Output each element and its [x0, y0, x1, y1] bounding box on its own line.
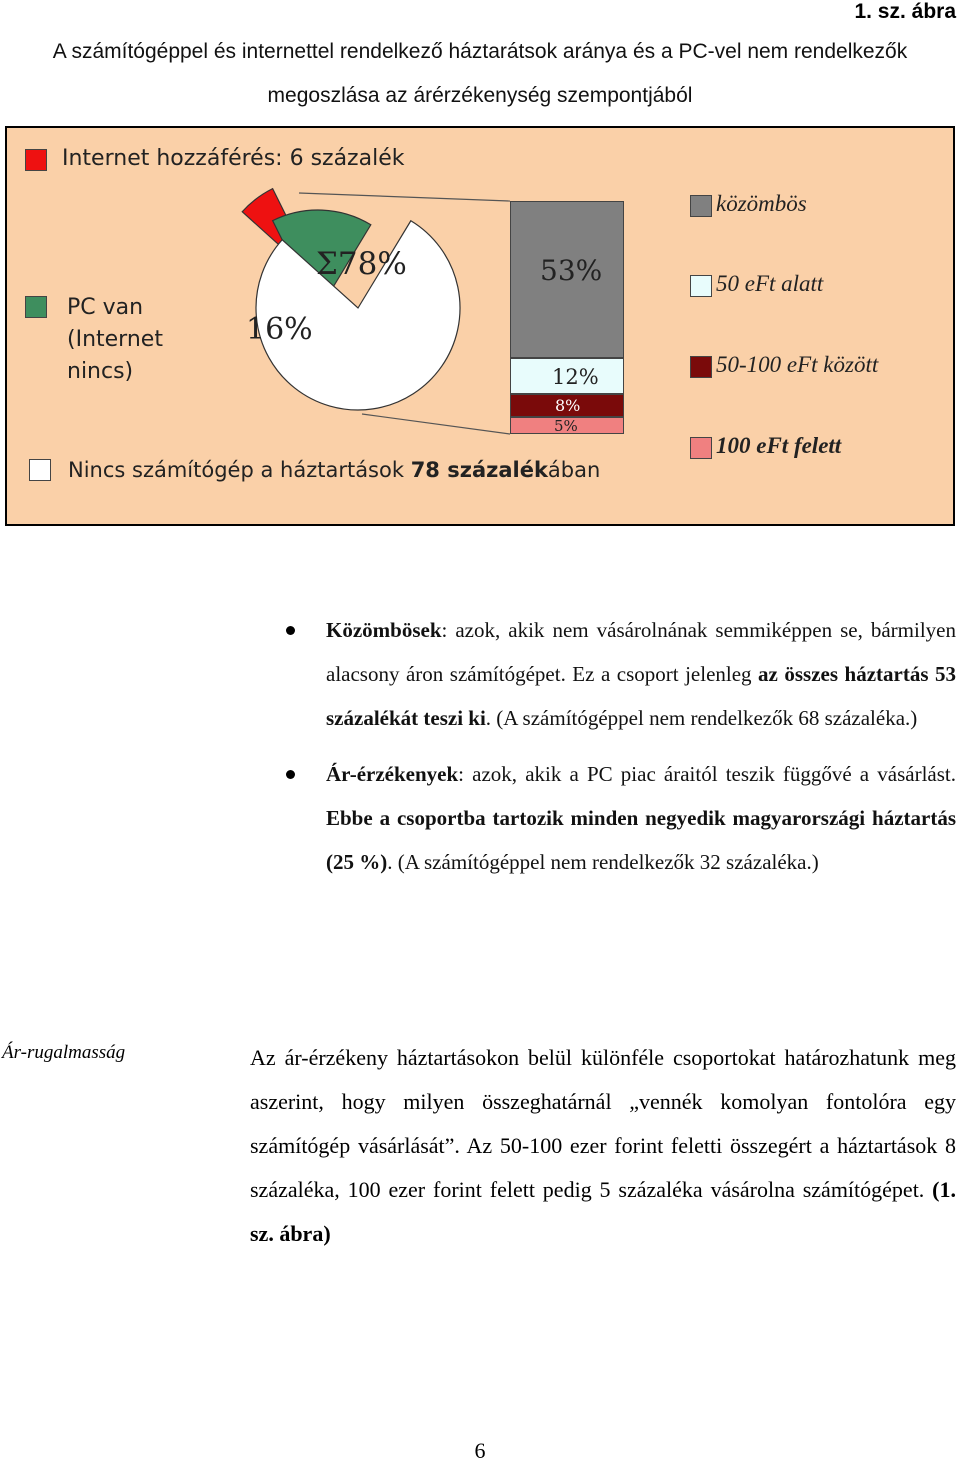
legend-swatch-indifferent — [690, 195, 712, 217]
bullet-item-indifferent: Közömbösek: azok, akik nem vásárolnának semmiképpen se, bármilyen alacsony áron számítógépet. Ez a csoport jelenleg az összes háztartás 53 százalékát teszi ki. (A számítógéppel nem rendelkezők 68 százaléka.) — [286, 608, 956, 740]
legend-label-50-100: 50-100 eFt között — [716, 352, 879, 377]
legend-swatch-under-50 — [690, 275, 712, 297]
legend-label-internet: Internet hozzáférés: 6 százalék — [62, 146, 405, 171]
bar-label-over-100: 5% — [554, 417, 578, 435]
bullet-dot — [286, 770, 295, 779]
figure-title-line1: A számítógéppel és internettel rendelkező háztarátsok aránya és a PC-vel nem rendelkezők — [52, 40, 908, 63]
pie-label-pc-no-internet: 16% — [246, 312, 313, 347]
figure-label: 1. sz. ábra — [854, 0, 956, 23]
legend-swatch-50-100 — [690, 356, 712, 378]
body-paragraph: Az ár-érzékeny háztartásokon belül különféle csoportokat határozhatunk meg aszerint, hogy milyen összeghatárnál „vennék komolyan fontolóra egy számítógép vásárlását”. Az 50-100 ezer forint feletti összegért a háztartások 8 százaléka, 100 ezer forint felett pedig 5 százaléka vásárolna számítógépet. (1. sz. ábra) — [250, 1045, 956, 1246]
legend-label-under-50: 50 eFt alatt — [716, 271, 824, 296]
bullet-item-price-sensitive: Ár-érzékenyek: azok, akik a PC piac áraitól teszik függővé a vásárlást. Ebbe a csoportba tartozik minden negyedik magyarországi háztartás (25 %). (A számítógéppel nem rendelkezők 32 százaléka.) — [286, 752, 956, 884]
connector-line-bottom — [362, 414, 510, 434]
bullet-list — [286, 608, 956, 896]
page-number: 6 — [474, 1438, 486, 1463]
margin-term: Ár-rugalmasság — [2, 1042, 126, 1063]
legend-label-over-100: 100 eFt felett — [716, 433, 842, 458]
bar-label-under-50: 12% — [552, 365, 599, 389]
legend-label-indifferent: közömbös — [716, 191, 807, 216]
connector-line-top — [299, 193, 510, 201]
pie-label-no-pc: Σ78% — [316, 246, 407, 282]
legend-label-pc-no-internet: PC van (Internet nincs) — [67, 295, 163, 384]
legend-label-no-pc: Nincs számítógép a háztartások 78 százalékában — [68, 458, 601, 482]
bullet-dot — [286, 626, 295, 635]
pie-chart — [0, 0, 960, 540]
legend-swatch-over-100 — [690, 437, 712, 459]
bar-label-indifferent: 53% — [540, 254, 603, 287]
figure-title-line2: megoszlása az árérzékenység szempontjából — [267, 84, 693, 107]
bar-label-50-100: 8% — [555, 396, 581, 415]
